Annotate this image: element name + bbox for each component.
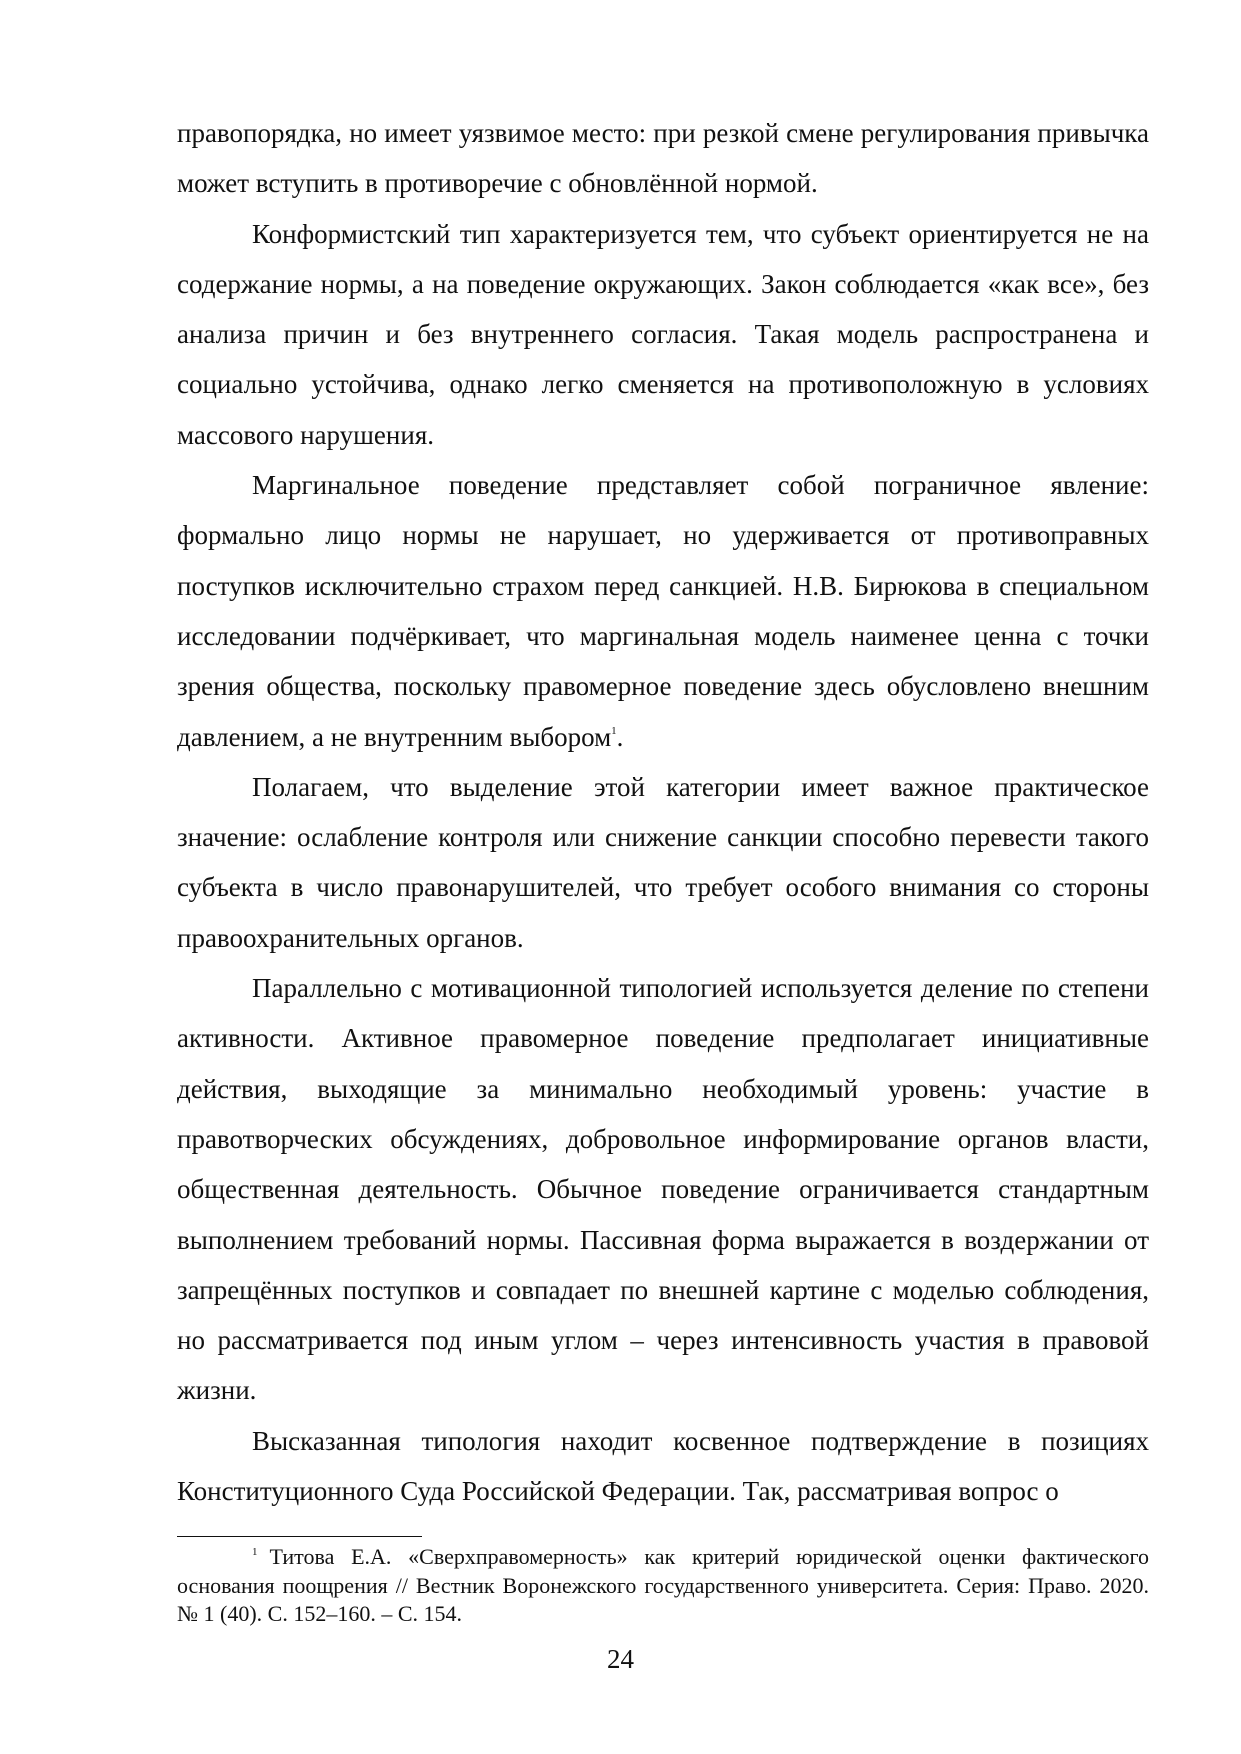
footnote-mark: 1 bbox=[252, 1546, 258, 1558]
paragraph-6 bbox=[177, 1416, 1149, 1517]
paragraph-3 bbox=[177, 460, 1149, 762]
body-text bbox=[177, 108, 1149, 1516]
paragraph-1-text: правопорядка, но имеет уязвимое место: при резкой смене регулирования привычка может вступить в противоречие с обновлённой нормой. bbox=[177, 118, 1149, 199]
footnote-separator bbox=[177, 1536, 422, 1537]
paragraph-6-text: Высказанная типология находит косвенное подтверждение в позициях Конституционного Суда Российской Федерации. Так, рассматривая вопрос о bbox=[177, 1425, 1149, 1507]
footnote bbox=[177, 1543, 1149, 1629]
footnote-reference[interactable]: 1 bbox=[611, 724, 617, 737]
paragraph-1 bbox=[177, 108, 1149, 209]
footnote-text: Титова Е.А. «Сверхправомерность» как критерий юридической оценки фактического основания поощрения // Вестник Воронежского государственного университета. Серия: Право. 2020. № 1 (40). С. 152–160. – С. 154. bbox=[177, 1544, 1149, 1626]
paragraph-2-text: Конформистский тип характеризуется тем, что субъект ориентируется не на содержание нормы, а на поведение окружающих. Закон соблюдается «как все», без анализа причин и без внутреннего согласия. Такая модель распространена и социально устойчива, однако легко сменяется на противоположную в условиях массового нарушения. bbox=[177, 218, 1149, 450]
paragraph-3-tail: . bbox=[616, 721, 624, 752]
paragraph-4-text: Полагаем, что выделение этой категории имеет важное практическое значение: ослабление контроля или снижение санкции способно перевести такого субъекта в число правонарушителей, что требует особого внимания со стороны правоохранительных органов. bbox=[177, 771, 1149, 953]
footnote-1 bbox=[177, 1543, 1149, 1629]
paragraph-2 bbox=[177, 209, 1149, 460]
paragraph-5 bbox=[177, 963, 1149, 1416]
paragraph-3-text: Маргинальное поведение представляет собой пограничное явление: формально лицо нормы не нарушает, но удерживается от противоправных поступков исключительно страхом перед санкцией. Н.В. Бирюкова в специальном исследовании подчёркивает, что маргинальная модель наименее ценна с точки зрения общества, поскольку правомерное поведение здесь обусловлено внешним давлением, а не внутренним выбором bbox=[177, 470, 1149, 752]
page-number: 24 bbox=[607, 1644, 634, 1674]
paragraph-4 bbox=[177, 762, 1149, 963]
paragraph-5-text: Параллельно с мотивационной типологией используется деление по степени активности. Активное правомерное поведение предполагает инициативные действия, выходящие за минимально необходимый уровень: участие в правотворческих обсуждениях, добровольное информирование органов власти, общественная деятельность. Обычное поведение ограничивается стандартным выполнением требований нормы. Пассивная форма выражается в воздержании от запрещённых поступков и совпадает по внешней картине с моделью соблюдения, но рассматривается под иным углом – через интенсивность участия в правовой жизни. bbox=[177, 973, 1149, 1406]
